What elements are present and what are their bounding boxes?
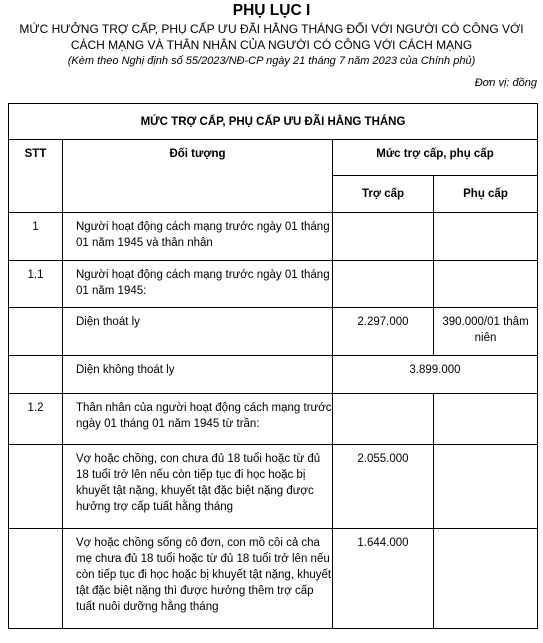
row-extra bbox=[434, 213, 538, 261]
row-extra bbox=[434, 445, 538, 529]
row-stt bbox=[9, 445, 63, 529]
allowance-table bbox=[8, 103, 538, 629]
row-stt: 1.2 bbox=[9, 394, 63, 445]
header-stt: STT bbox=[9, 140, 63, 213]
row-merged-amount: 3.899.000 bbox=[333, 356, 538, 394]
row-stt bbox=[9, 356, 63, 394]
subtitle-line-2: CÁCH MẠNG VÀ THÂN NHÂN CỦA NGƯỜI CÓ CÔNG VỚI CÁCH MẠNG bbox=[70, 38, 473, 52]
row-subject: Vợ hoặc chồng sống cô đơn, con mồ côi cả cha mẹ chưa đủ 18 tuổi hoặc từ đủ 18 tuổi trở lên nếu còn tiếp tục đi học hoặc bị khuyết tật nặng, khuyết tật đặc biệt nặng thì được hưởng thêm trợ cấp tuất nuôi dưỡng hằng tháng bbox=[63, 529, 333, 629]
table-row bbox=[9, 356, 538, 394]
subtitle-line-1: MỨC HƯỞNG TRỢ CẤP, PHỤ CẤP ƯU ĐÃI HẰNG THÁNG ĐỐI VỚI NGƯỜI CÓ CÔNG VỚI bbox=[19, 22, 524, 36]
row-allowance: 1.644.000 bbox=[333, 529, 434, 629]
header-levels: Mức trợ cấp, phụ cấp bbox=[333, 140, 538, 176]
row-subject: Người hoạt động cách mạng trước ngày 01 tháng 01 năm 1945 và thân nhân bbox=[63, 213, 333, 261]
row-extra bbox=[434, 261, 538, 308]
row-subject: Vợ hoặc chồng, con chưa đủ 18 tuổi hoặc từ đủ 18 tuổi trở lên nếu còn tiếp tục đi học hoặc bị khuyết tật nặng, khuyết tật đặc biệt nặng được hưởng trợ cấp tuất hằng tháng bbox=[63, 445, 333, 529]
row-subject: Người hoạt động cách mạng trước ngày 01 tháng 01 năm 1945: bbox=[63, 261, 333, 308]
row-extra bbox=[434, 394, 538, 445]
table-caption: MỨC TRỢ CẤP, PHỤ CẤP ƯU ĐÃI HẰNG THÁNG bbox=[9, 104, 538, 140]
header-subject: Đối tượng bbox=[63, 140, 333, 213]
decree-reference: (Kèm theo Nghị định số 55/2023/NĐ-CP ngày 21 tháng 7 năm 2023 của Chính phủ) bbox=[67, 55, 476, 67]
row-subject: Thân nhân của người hoạt động cách mạng trước ngày 01 tháng 01 năm 1945 từ trần: bbox=[63, 394, 333, 445]
page-title: PHỤ LỤC I bbox=[232, 2, 311, 19]
row-stt bbox=[9, 529, 63, 629]
row-stt: 1 bbox=[9, 213, 63, 261]
row-stt: 1.1 bbox=[9, 261, 63, 308]
row-allowance bbox=[333, 394, 434, 445]
header-extra: Phụ cấp bbox=[434, 176, 538, 213]
row-allowance bbox=[333, 261, 434, 308]
table-row bbox=[9, 261, 538, 308]
row-stt bbox=[9, 308, 63, 356]
unit-label: Đơn vị: đồng bbox=[474, 77, 537, 89]
row-allowance: 2.055.000 bbox=[333, 445, 434, 529]
table-row bbox=[9, 529, 538, 629]
table-row bbox=[9, 213, 538, 261]
table-row bbox=[9, 394, 538, 445]
row-subject: Diện thoát ly bbox=[63, 308, 333, 356]
row-extra bbox=[434, 529, 538, 629]
table-row bbox=[9, 445, 538, 529]
table-row bbox=[9, 308, 538, 356]
row-allowance bbox=[333, 213, 434, 261]
row-allowance: 2.297.000 bbox=[333, 308, 434, 356]
row-subject: Diện không thoát ly bbox=[63, 356, 333, 394]
row-extra: 390.000/01 thâm niên bbox=[434, 308, 538, 356]
header-allowance: Trợ cấp bbox=[333, 176, 434, 213]
